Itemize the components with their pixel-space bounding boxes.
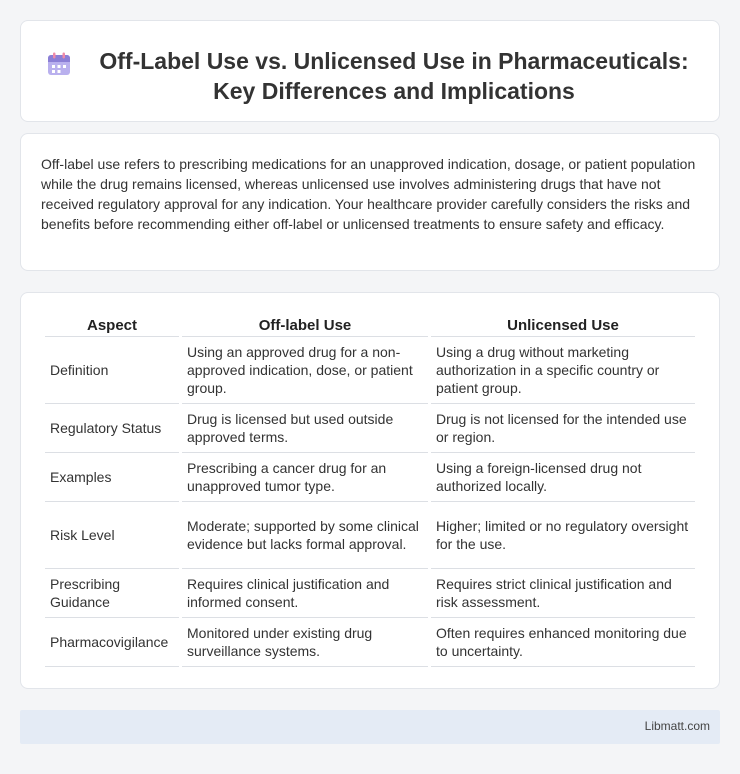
footer-brand[interactable]: Libmatt.com — [644, 719, 710, 733]
title-card — [20, 20, 720, 122]
table-row — [45, 404, 695, 453]
page-title: Off-Label Use vs. Unlicensed Use in Pharmaceuticals: Key Differences and Implications — [99, 48, 689, 104]
row-aspect: Prescribing Guidance — [45, 569, 179, 618]
comparison-card — [20, 292, 720, 689]
row-unlicensed: Drug is not licensed for the intended use or region. — [431, 404, 695, 453]
footer-bar — [20, 710, 720, 744]
table-row — [45, 569, 695, 618]
header-aspect: Aspect — [45, 315, 179, 337]
intro-paragraph: Off-label use refers to prescribing medications for an unapproved indication, dosage, or patient population while the drug remains licensed, whereas unlicensed use involves administering drugs that have not received regulatory approval for any indication. Your healthcare provider carefully considers the risks and benefits before recommending either off-label or unlicensed treatments to ensure safety and efficacy. — [41, 156, 696, 232]
row-off-label: Moderate; supported by some clinical evidence but lacks formal approval. — [182, 502, 428, 569]
table-row — [45, 618, 695, 667]
row-off-label: Monitored under existing drug surveillance systems. — [182, 618, 428, 667]
table-row — [45, 502, 695, 569]
row-unlicensed: Often requires enhanced monitoring due to uncertainty. — [431, 618, 695, 667]
row-aspect: Examples — [45, 453, 179, 502]
calendar-icon — [46, 51, 72, 77]
row-aspect: Pharmacovigilance — [45, 618, 179, 667]
row-unlicensed: Requires strict clinical justification and risk assessment. — [431, 569, 695, 618]
table-row — [45, 453, 695, 502]
header-unlicensed: Unlicensed Use — [431, 315, 695, 337]
comparison-table — [42, 315, 698, 667]
row-off-label: Drug is licensed but used outside approved terms. — [182, 404, 428, 453]
row-unlicensed: Using a foreign-licensed drug not authorized locally. — [431, 453, 695, 502]
row-off-label: Using an approved drug for a non-approved indication, dose, or patient group. — [182, 337, 428, 404]
row-unlicensed: Higher; limited or no regulatory oversight for the use. — [431, 502, 695, 569]
row-aspect: Regulatory Status — [45, 404, 179, 453]
table-header-row — [45, 315, 695, 337]
intro-card — [20, 133, 720, 271]
row-unlicensed: Using a drug without marketing authorization in a specific country or patient group. — [431, 337, 695, 404]
row-aspect: Definition — [45, 337, 179, 404]
table-row — [45, 337, 695, 404]
row-aspect: Risk Level — [45, 502, 179, 569]
row-off-label: Requires clinical justification and informed consent. — [182, 569, 428, 618]
row-off-label: Prescribing a cancer drug for an unapproved tumor type. — [182, 453, 428, 502]
header-off-label: Off-label Use — [182, 315, 428, 337]
